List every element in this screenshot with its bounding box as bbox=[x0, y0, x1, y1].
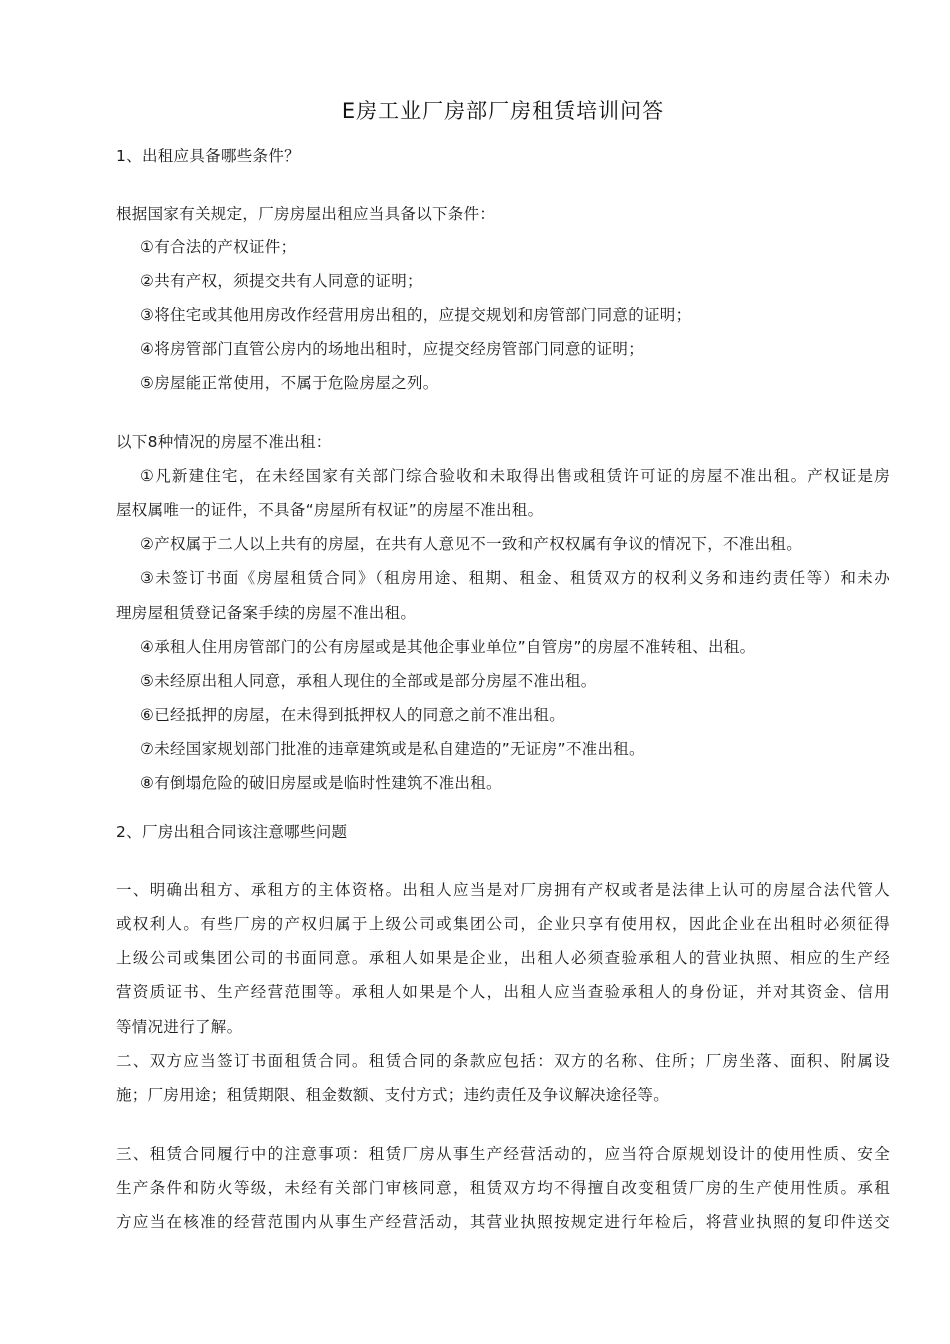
paragraph-line: 三、租赁合同履行中的注意事项：租赁厂房从事生产经营活动的，应当符合原规划设计的使用性质、安全 bbox=[116, 1145, 890, 1163]
paragraph-line: 或权利人。有些厂房的产权归属于上级公司或集团公司，企业只享有使用权，因此企业在出租时必须征得 bbox=[116, 915, 890, 933]
prohibited-item: ⑧有倒塌危险的破旧房屋或是临时性建筑不准出租。 bbox=[140, 774, 502, 792]
paragraph-line: 等情况进行了解。 bbox=[116, 1018, 243, 1036]
prohibited-intro: 以下8种情况的房屋不准出租： bbox=[116, 433, 332, 451]
paragraph-line: 二、双方应当签订书面租赁合同。租赁合同的条款应包括：双方的名称、住所；厂房坐落、面积、附属设 bbox=[116, 1052, 890, 1070]
prohibited-item: ⑥已经抵押的房屋，在未得到抵押权人的同意之前不准出租。 bbox=[140, 706, 565, 724]
paragraph-line: 上级公司或集团公司的书面同意。承租人如果是企业，出租人必须查验承租人的营业执照、相应的生产经 bbox=[116, 949, 890, 967]
condition-item: ④将房管部门直管公房内的场地出租时，应提交经房管部门同意的证明； bbox=[140, 340, 644, 358]
prohibited-item-continued: 理房屋租赁登记备案手续的房屋不准出租。 bbox=[116, 604, 417, 622]
paragraph-line: 营资质证书、生产经营范围等。承租人如果是个人，出租人应当查验承租人的身份证，并对其资金、信用 bbox=[116, 983, 890, 1001]
prohibited-item: ①凡新建住宅，在未经国家有关部门综合验收和未取得出售或租赁许可证的房屋不准出租。产权证是房 bbox=[140, 467, 890, 485]
prohibited-item: ④承租人住用房管部门的公有房屋或是其他企事业单位”自管房”的房屋不准转租、出租。 bbox=[140, 638, 756, 656]
condition-item: ⑤房屋能正常使用，不属于危险房屋之列。 bbox=[140, 374, 439, 392]
section-2-heading: 2、厂房出租合同该注意哪些问题 bbox=[116, 823, 348, 841]
prohibited-item: ⑦未经国家规划部门批准的违章建筑或是私自建造的”无证房”不准出租。 bbox=[140, 740, 645, 758]
paragraph-line: 施；厂房用途；租赁期限、租金数额、支付方式；违约责任及争议解决途径等。 bbox=[116, 1086, 670, 1104]
conditions-intro: 根据国家有关规定，厂房房屋出租应当具备以下条件： bbox=[116, 205, 496, 223]
paragraph-line: 生产条件和防火等级，未经有关部门审核同意，租赁双方均不得擅自改变租赁厂房的生产使用性质。承租 bbox=[116, 1179, 890, 1197]
prohibited-item-continued: 屋权属唯一的证件，不具备“房屋所有权证”的房屋不准出租。 bbox=[116, 501, 544, 519]
condition-item: ③将住宅或其他用房改作经营用房出租的，应提交规划和房管部门同意的证明； bbox=[140, 306, 692, 324]
paragraph-line: 一、明确出租方、承租方的主体资格。出租人应当是对厂房拥有产权或者是法律上认可的房屋合法代管人 bbox=[116, 881, 890, 899]
prohibited-item: ②产权属于二人以上共有的房屋，在共有人意见不一致和产权权属有争议的情况下，不准出租。 bbox=[140, 535, 802, 553]
document-title: E房工业厂房部厂房租赁培训问答 bbox=[341, 99, 665, 123]
prohibited-item: ⑤未经原出租人同意，承租人现住的全部或是部分房屋不准出租。 bbox=[140, 672, 597, 690]
section-1-heading: 1、出租应具备哪些条件？ bbox=[116, 147, 300, 165]
paragraph-line: 方应当在核准的经营范围内从事生产经营活动，其营业执照按规定进行年检后，将营业执照的复印件送交 bbox=[116, 1213, 890, 1231]
prohibited-item: ③未签订书面《房屋租赁合同》（租房用途、租期、租金、租赁双方的权利义务和违约责任等）和未办 bbox=[140, 569, 890, 587]
condition-item: ①有合法的产权证件； bbox=[140, 238, 297, 256]
condition-item: ②共有产权，须提交共有人同意的证明； bbox=[140, 272, 423, 290]
